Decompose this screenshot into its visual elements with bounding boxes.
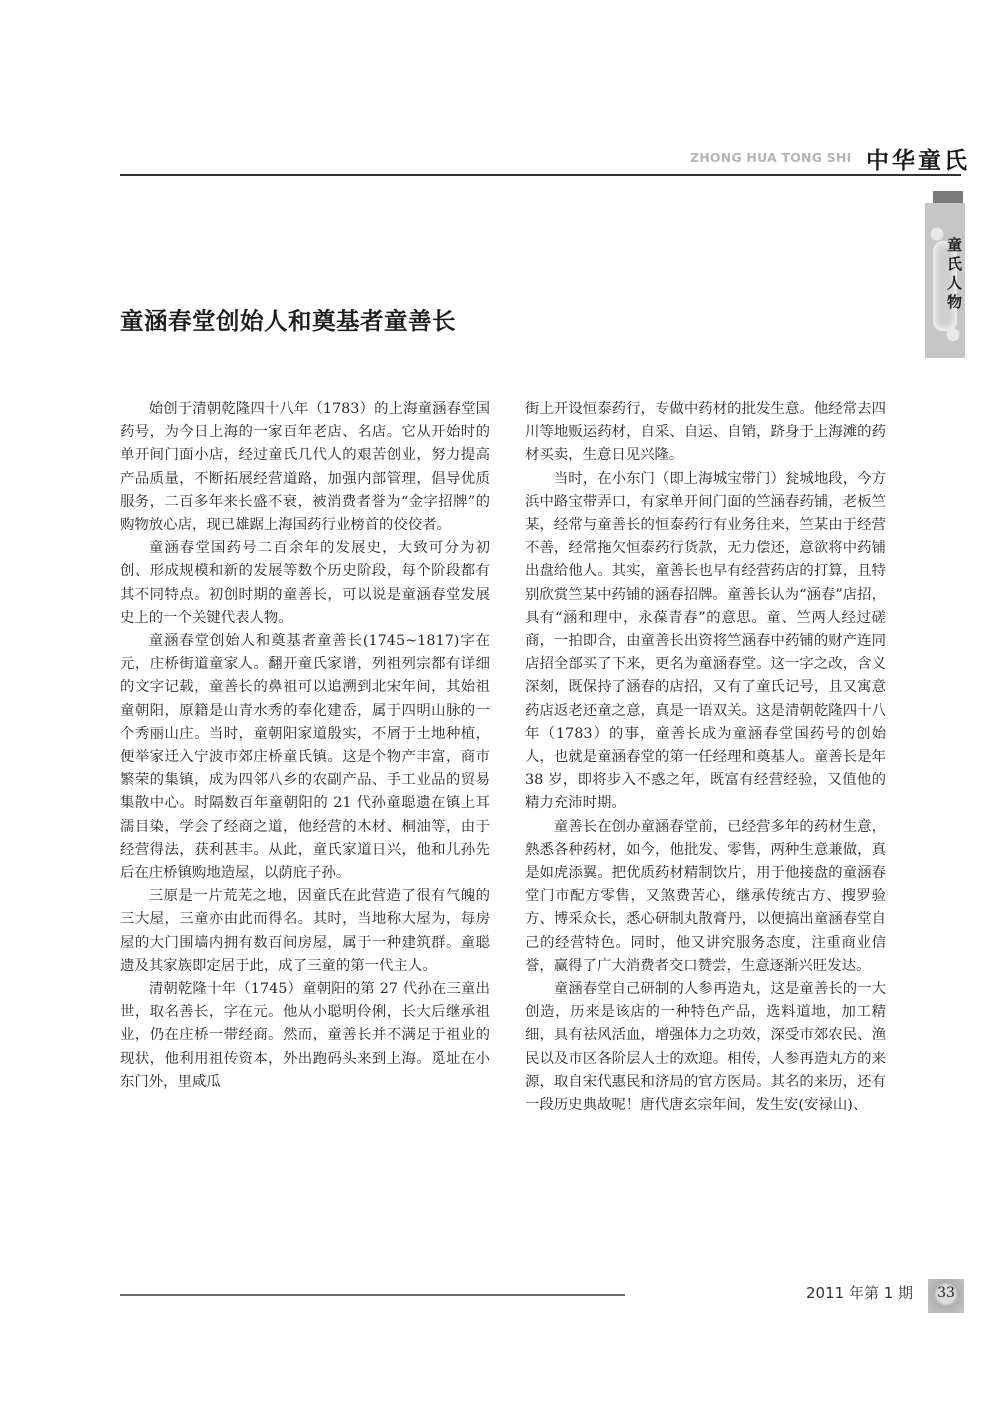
issue-label: 2011 年第 1 期 [806, 1284, 914, 1302]
paragraph-continued: 街上开设恒泰药行，专做中药材的批发生意。他经常去四川等地贩运药材，自采、自运、自销，跻身于上海滩的药材买卖，生意日见兴隆。 [525, 401, 886, 464]
paragraph: 童涵春堂创始人和奠基者童善长(1745~1817)字在元，庄桥街道童家人。翻开童氏家谱，列祖列宗都有详细的文字记载，童善长的鼻祖可以追溯到北宋年间，其始祖童朝阳，原籍是山青水秀的奉化建岙，属于四明山脉的一个秀丽山庄。当时，童朝阳家道殷实，不屑于土地种植，便举家迁入宁波市郊庄桥童氏镇。这是个物产丰富，商市繁荣的集镇，成为四邻八乡的农副产品、手工业品的贸易集散中心。时隔数百年童朝阳的 21 代孙童聪遗在镇上耳濡目染，学会了经商之道，他经营的木材、桐油等，由于经营得法，获利甚丰。从此，童氏家道日兴，他和儿孙先后在庄桥镇购地造屋，以荫庇子孙。 [120, 633, 490, 882]
article-title: 童涵春堂创始人和奠基者童善长 [120, 306, 456, 335]
paragraph: 始创于清朝乾隆四十八年（1783）的上海童涵春堂国药号，为今日上海的一家百年老店、名店。它从开始时的单开间门面小店，经过童氏几代人的艰苦创业，努力提高产品质量，不断拓展经营道路，加强内部管理，倡导优质服务，二百多年来长盛不衰，被消费者誉为“金字招牌”的购物放心店，现已雄踞上海国药行业榜首的佼佼者。 [120, 401, 490, 534]
footer-rule [120, 1294, 625, 1296]
left-column [120, 398, 490, 1094]
section-tab-cap [933, 191, 963, 203]
section-tab [925, 203, 965, 358]
header-rule [120, 174, 961, 176]
paragraph: 童善长在创办童涵春堂前，已经营多年的药材生意，熟悉各种药材，如今，他批发、零售，两种生意兼做，真是如虎添翼。把优质药材精制饮片，用于他接盘的童涵春堂门市配方零售，又煞费苦心，继承传统古方、搜罗验方、博采众长，悉心研制丸散膏丹，以便搞出童涵春堂自己的经营特色。同时，他又讲究服务态度，注重商业信誉，赢得了广大消费者交口赞尝，生意逐渐兴旺发达。 [525, 818, 886, 974]
paragraph: 童涵春堂国药号二百余年的发展史，大致可分为初创、形成规模和新的发展等数个历史阶段，每个阶段都有其不同特点。初创时期的童善长，可以说是童涵春堂发展史上的一个关键代表人物。 [120, 540, 490, 626]
magazine-name-chinese: 中华童氏 [866, 147, 970, 174]
section-tab-label: 童氏人物 [945, 237, 963, 313]
paragraph: 清朝乾隆十年（1745）童朝阳的第 27 代孙在三童出世，取名善长，字在元。他从小聪明伶俐，长大后继承祖业，仍在庄桥一带经商。然而，童善长并不满足于祖业的现状，他利用祖传资本，外出跑码头来到上海。觅址在小东门外，里咸瓜 [120, 981, 490, 1090]
page-number-badge [928, 1279, 964, 1313]
paragraph: 三原是一片荒芜之地，因童氏在此营造了很有气魄的三大屋，三童亦由此而得名。其时，当地称大屋为，每房屋的大门围墙内拥有数百间房屋，属于一种建筑群。童聪遗及其家族即定居于此，成了三童的第一代主人。 [120, 888, 490, 974]
paragraph: 当时，在小东门（即上海城宝带门）瓮城地段，今方浜中路宝带弄口，有家单开间门面的竺涵春药铺，老板竺某，经常与童善长的恒泰药行有业务往来，竺某由于经营不善，经常拖欠恒泰药行货款，无力偿还，意欲将中药铺出盘给他人。其实，童善长也早有经营药店的打算，且特别欣赏竺某中药铺的涵春招牌。童善长认为“涵春”店招，具有“涵和理中，永葆青春”的意思。童、竺两人经过磋商，一拍即合，由童善长出资将竺涵春中药铺的财产连同店招全部买了下来，更名为童涵春堂。这一字之改，含义深刻，既保持了涵春的店招，又有了童氏记号，且又寓意药店返老还童之意，真是一语双关。这是清朝乾隆四十八年（1783）的事，童善长成为童涵春堂国药号的创始人，也就是童涵春堂的第一任经理和奠基人。童善长是年 38 岁，即将步入不惑之年，既富有经营经验，又值他的精力充沛时期。 [525, 470, 886, 812]
paragraph: 童涵春堂自己研制的人参再造丸，这是童善长的一大创造，历来是该店的一种特色产品，选料道地，加工精细，具有祛风活血，增强体力之功效，深受市郊农民、渔民以及市区各阶层人士的欢迎。相传，人参再造丸方的来源，取自宋代惠民和济局的官方医局。其名的来历，还有一段历史典故呢！唐代唐玄宗年间，发生安(安禄山)、 [525, 981, 886, 1114]
magazine-name-english: ZHONG HUA TONG SHI [690, 150, 852, 165]
page-number: 33 [937, 1285, 955, 1301]
right-column [525, 398, 886, 1117]
